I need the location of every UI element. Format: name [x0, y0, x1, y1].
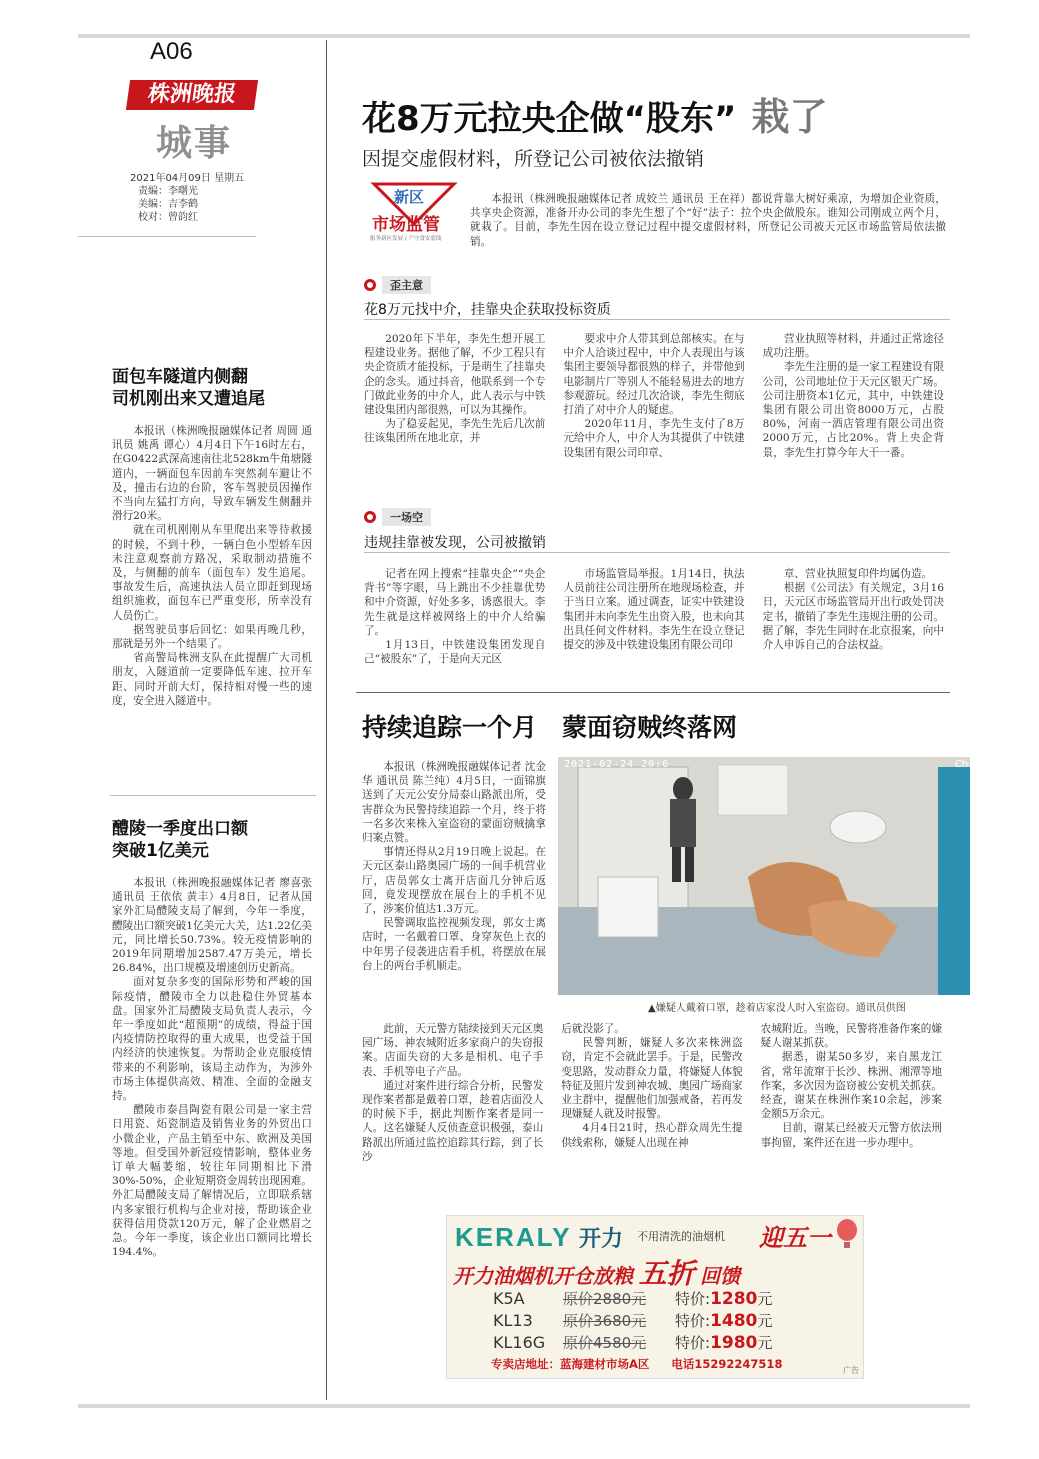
story-export-body: 本报讯（株洲晚报融媒体记者 廖喜张 通讯员 王依依 黄丰）4月8日，记者从国家外汇局醴陵支局了解到，今年一季度，醴陵出口额突破1亿美元大关，达1.22亿美元，同比增长50.73%。较无疫情影响的2019年同期增加2587.47万美元，增长26.84%，出口规模及增速创历史新高。 面对复杂多变的国际形势和严峻的国际疫情，醴陵市全力以赴稳住外贸基本盘。国家外汇局醴陵支局负责人表示，今年一季度如此“超预期”的成绩，得益于国内疫情防控取得的重大成果，也受益于国内经济的快速恢复。为帮助企业克服疫情带来的不利影响，该局主动作为，为涉外市场主体提供高效、精准、全面的金融支持。 醴陵市泰昌陶瓷有限公司是一家主营日用瓷、炻瓷制造及销售业务的外贸出口小微企业，产品主销至中东、欧洲及美国等地。但受国外新冠疫情影响，整体业务订单大幅萎缩，较往年同期相比下滑30%-50%，企业短期资金周转出现困难。外汇局醴陵支局了解情况后，立即联系辖内多家银行机构与企业对接，帮助该企业获得信用贷款120万元，解了企业燃眉之急。今年一季度，该企业出口额同比增长194.4%。: [112, 877, 312, 1259]
art-editor: 美编：吉李鹤: [138, 199, 198, 210]
ad-price-row: K5A 原价2880元 特价: 1280 元: [493, 1289, 773, 1309]
story-export: [112, 818, 312, 1259]
section-1-body: 2020年下半年，李先生想开展工程建设业务。据他了解，不少工程只有央企资质才能投标，于是萌生了挂靠央企的念头。通过抖音，他联系到一个专门做此业务的中介人，此人表示与中铁建设集团内部很熟，可以为其操作。 为了稳妥起见，李先生先后几次前往该集团所在地北京，并 要求中介人带其到总部核实。在与中介人洽谈过程中，中介人表现出与该集团主要领导都很熟的样子，并带他到电影制片厂等别人不能轻易进去的地方参观游玩。经过几次洽谈，李先生彻底打消了对中介人的疑虑。 2020年11月，李先生支付了8万元给中介人，中介人为其提供了中铁建设集团有限公司印章、 营业执照等材料，并通过正常途径成功注册。 李先生注册的是一家工程建设有限公司，公司地址位于天元区银天广场。公司注册资本1亿元，其中，中铁建设集团有限公司出资8000万元，占股80%，河南一酒店管理有限公司出资2000万元，占比20%。背上央企背景，李先生打算今年大干一番。: [364, 333, 944, 459]
masthead-rule: [78, 236, 256, 237]
main-subhead: 因提交虚假材料，所登记公司被依法撤销: [362, 148, 705, 170]
page-number: A06: [150, 38, 193, 65]
ad-tagline: 不用清洗的油烟机: [637, 1230, 725, 1243]
editor: 责编：李曙光: [138, 186, 198, 197]
paper-logo: 株洲晚报: [126, 80, 258, 110]
story-tunnel: [112, 366, 312, 708]
section-2-body: 记者在网上搜索“挂靠央企”“央企背书”等字眼，马上跳出不少挂靠优势和中介资源，好处多多，诱惑很大。李先生就是这样被网络上的中介人给骗了。 1月13日，中铁建设集团发现自己“被股东”了，于是向天元区 市场监管局举报。1月14日，执法人员前往公司注册所在地现场检查，并于当日立案。通过调查，证实中铁建设集团并未向李先生出资入股，也未向其出具任何文件材料。李先生在设立登记提交的涉及中铁建设集团有限公司印 章、营业执照复印件均属伪造。 根据《公司法》有关规定，3月16日，天元区市场监管局开出行政处罚决定书，撤销了李先生违规注册的公司。据了解，李先生同时在北京报案，向中介人申诉自己的合法权益。: [364, 568, 944, 666]
keraly-advert: [446, 1215, 864, 1379]
balloon-icon: [833, 1218, 861, 1252]
proofreader: 校对：曾韵红: [138, 212, 198, 223]
ad-price-list: [493, 1288, 833, 1354]
crime-headline: 持续追踪一个月 蒙面窃贼终落网: [362, 713, 738, 742]
ad-brand-cn: 开力: [579, 1227, 624, 1252]
section-1-title: 花8万元找中介，挂靠央企获取投标资质: [364, 302, 611, 318]
ad-label: 广告: [843, 1366, 859, 1375]
column-divider: [326, 40, 327, 1400]
main-headline: 花8万元拉央企做“股东” 栽了: [362, 94, 828, 139]
ad-price-row: KL16G 原价4580元 特价: 1980 元: [493, 1333, 773, 1353]
main-lead: 本报讯（株洲晚报融媒体记者 成姣兰 通讯员 王在祥）都说背靠大树好乘凉，为增加企业资质，共享央企资源，准备开办公司的李先生想了个“好”法子：拉个央企做股东。谁知公司刚成立两个月，就栽了。目前，李先生因在设立登记过程中提交虚假材料，所登记公司被天元区市场监管局依法撤销。: [470, 193, 946, 248]
masthead-credits: [130, 172, 244, 224]
red-dot-icon: [364, 511, 376, 523]
photo-channel: Ch: [954, 759, 968, 770]
ad-contact: 专卖店地址：蓝海建材市场A区 电话15292247518: [491, 1357, 783, 1371]
section-1-rule: [364, 319, 950, 320]
story-separator: [356, 692, 950, 693]
crime-body-1: 本报讯（株洲晚报融媒体记者 沈金华 通讯员 陈兰纯）4月5日，一面锦旗送到了天元公安分局泰山路派出所，受害群众为民警持续追踪一个月，终于将一名多次来株入室盗窃的蒙面窃贼擒拿归案点赞。 事情还得从2月19日晚上说起。在天元区泰山路奥园广场的一间手机营业厅，店员郭女士离开店面几分钟后返回，竟发现摆放在展台上的手机不见了，涉案价值达1.3万元。 民警调取监控视频发现，郭女士离店时，一名戴着口罩、身穿灰色上衣的中年男子侵袭进店看手机，将摆放在展台上的两台手机顺走。: [362, 761, 546, 972]
story-export-title: 醴陵一季度出口额 突破1亿美元: [112, 819, 248, 861]
story-tunnel-title: 面包车隧道内侧翻 司机刚出来又遭追尾: [112, 367, 265, 409]
surveillance-scene-icon: [558, 757, 970, 995]
photo-caption: ▲嫌疑人戴着口罩，趁着店家没人时入室盗窃。通讯员供图: [648, 1003, 906, 1014]
left-story-rule: [110, 795, 316, 796]
red-dot-icon: [364, 279, 376, 291]
ad-brand: KERALY: [455, 1222, 572, 1252]
surveillance-photo: [558, 757, 970, 995]
ad-promo: 迎五一: [759, 1224, 831, 1252]
crime-body-2: 此前，天元警方陆续接到天元区奥园广场、神农城附近多家商户的失窃报案。店面失窃的大多是相机、电子手表、手机等电子产品。 通过对案件进行综合分析，民警发现作案者都是戴着口罩，趁着店面没人的时候下手，据此判断作案者是同一人。这名嫌疑人反侦查意识极强，泰山路派出所通过监控追踪其行踪，到了长沙 后就没影了。 民警判断，嫌疑人多次来株洲盗窃，肯定不会就此罢手。于是，民警改变思路，发动群众力量，将嫌疑人体貌特征及照片发到神农城、奥园广场商家业主群中，提醒他们加强戒备，若再发现嫌疑人就及时报警。 4月4日21时，热心群众周先生提供线索称，嫌疑人出现在神 农城附近。当晚，民警将准备作案的嫌疑人谢某抓获。 据悉，谢某50多岁，来自黑龙江省，常年流窜于长沙、株洲、湘潭等地作案，多次因为盗窃被公安机关抓获。经查，谢某在株洲作案10余起，涉案金额5万余元。 目前，谢某已经被天元警方依法刑事拘留，案件还在进一步办理中。: [362, 1023, 942, 1163]
top-rule: [78, 34, 970, 38]
ad-headline: 开力油烟机开仓放粮 五折 回馈: [453, 1257, 741, 1290]
pub-date: 2021年04月09日 星期五: [130, 173, 245, 184]
market-supervision-logo: 新区 市场监管 服务新区发展 / 产守食安底线: [368, 180, 460, 260]
photo-timestamp: 2021-02-24 20:6: [564, 759, 670, 770]
section-2-title: 违规挂靠被发现，公司被撤销: [364, 535, 546, 551]
ad-price-row: KL13 原价3680元 特价: 1480 元: [493, 1311, 773, 1331]
bottom-rule: [78, 1404, 970, 1408]
section-2-tag: 一场空: [364, 508, 431, 526]
section-name: 城事: [156, 122, 233, 164]
section-2-rule: [364, 552, 950, 553]
section-1-tag: 歪主意: [364, 276, 431, 294]
story-tunnel-body: 本报讯（株洲晚报融媒体记者 周圆 通讯员 姚禹 谭心）4月4日下午16时左右，在G0422武深高速南往北528km牛角塘隧道内，一辆面包车因前车突然刹车避让不及，撞击右边的台阶，客车驾驶员因操作不当向左猛打方向，导致车辆发生侧翻并滑行20米。 就在司机刚刚从车里爬出来等待救援的时候，不到十秒，一辆白色小型轿车因未注意观察前方路况，采取制动措施不及，与侧翻的前车（面包车）发生追尾。事故发生后，高速执法人员立即赶到现场组织施救，面包车已严重变形，所幸没有人员伤亡。 据驾驶员事后回忆：如果再晚几秒，那就是另外一个结果了。 省高警局株洲支队在此提醒广大司机朋友，入隧道前一定要降低车速、拉开车距、同时开前大灯，保持相对慢一些的速度，安全进入隧道中。: [112, 425, 312, 707]
